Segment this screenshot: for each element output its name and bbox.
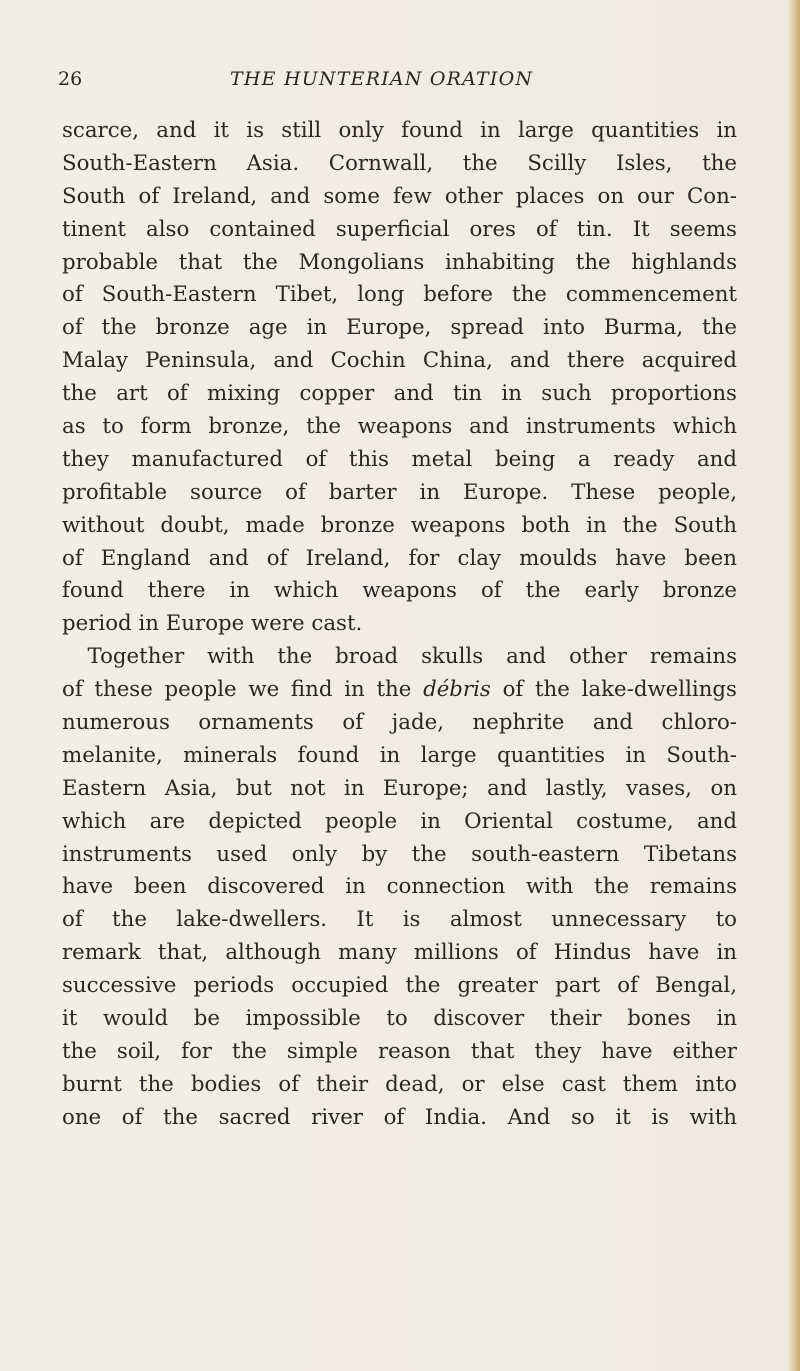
text-line: instruments used only by the south-eastern Tibetans <box>62 841 737 867</box>
text-line: found there in which weapons of the early bronze <box>62 578 737 604</box>
text-line-with-italic <box>62 674 737 707</box>
page-header <box>58 64 748 94</box>
text-segment: of the lake-dwellings <box>490 677 737 703</box>
text-line: have been discovered in connection with the remains <box>62 874 737 900</box>
text-line: Eastern Asia, but not in Europe; and lastly, vases, on <box>62 775 737 801</box>
body-text <box>62 115 737 1135</box>
text-line: South of Ireland, and some few other places on our Con- <box>62 183 737 209</box>
text-line: they manufactured of this metal being a ready and <box>62 446 737 472</box>
running-title: THE HUNTERIAN ORATION <box>230 68 534 90</box>
text-line: of England and of Ireland, for clay moulds have been <box>62 545 737 571</box>
text-line: of the bronze age in Europe, spread into Burma, the <box>62 315 737 341</box>
text-line: South-Eastern Asia. Cornwall, the Scilly Isles, the <box>62 150 737 176</box>
italic-term: débris <box>423 677 491 703</box>
page-edge <box>788 0 800 1371</box>
text-line: it would be impossible to discover their bones in <box>62 1006 737 1032</box>
text-line: as to form bronze, the weapons and instruments which <box>62 414 737 440</box>
text-line: of South-Eastern Tibet, long before the commencement <box>62 282 737 308</box>
text-line: the art of mixing copper and tin in such proportions <box>62 381 737 407</box>
text-line: which are depicted people in Oriental costume, and <box>62 808 737 834</box>
text-line: successive periods occupied the greater part of Bengal, <box>62 973 737 999</box>
text-segment: of these people we find in the <box>62 677 424 703</box>
text-line: probable that the Mongolians inhabiting the highlands <box>62 249 737 275</box>
text-line: melanite, minerals found in large quantities in South- <box>62 742 737 768</box>
page-number: 26 <box>58 68 83 90</box>
paragraph-end-line: period in Europe were cast. <box>62 611 363 637</box>
text-line: burnt the bodies of their dead, or else cast them into <box>62 1071 737 1097</box>
text-line: remark that, although many millions of Hindus have in <box>62 940 737 966</box>
text-line: profitable source of barter in Europe. These people, <box>62 479 737 505</box>
text-line: one of the sacred river of India. And so it is with <box>62 1104 737 1130</box>
text-line: without doubt, made bronze weapons both in the South <box>62 512 737 538</box>
text-line: scarce, and it is still only found in large quantities in <box>62 118 737 143</box>
text-line: numerous ornaments of jade, nephrite and chloro- <box>62 710 737 736</box>
text-line: Malay Peninsula, and Cochin China, and there acquired <box>62 348 737 374</box>
text-line: the soil, for the simple reason that they have either <box>62 1038 737 1064</box>
text-line: tinent also contained superficial ores of tin. It seems <box>62 216 737 242</box>
text-line: of the lake-dwellers. It is almost unnecessary to <box>62 907 737 933</box>
paragraph-start-line: Together with the broad skulls and other remains <box>87 644 737 670</box>
